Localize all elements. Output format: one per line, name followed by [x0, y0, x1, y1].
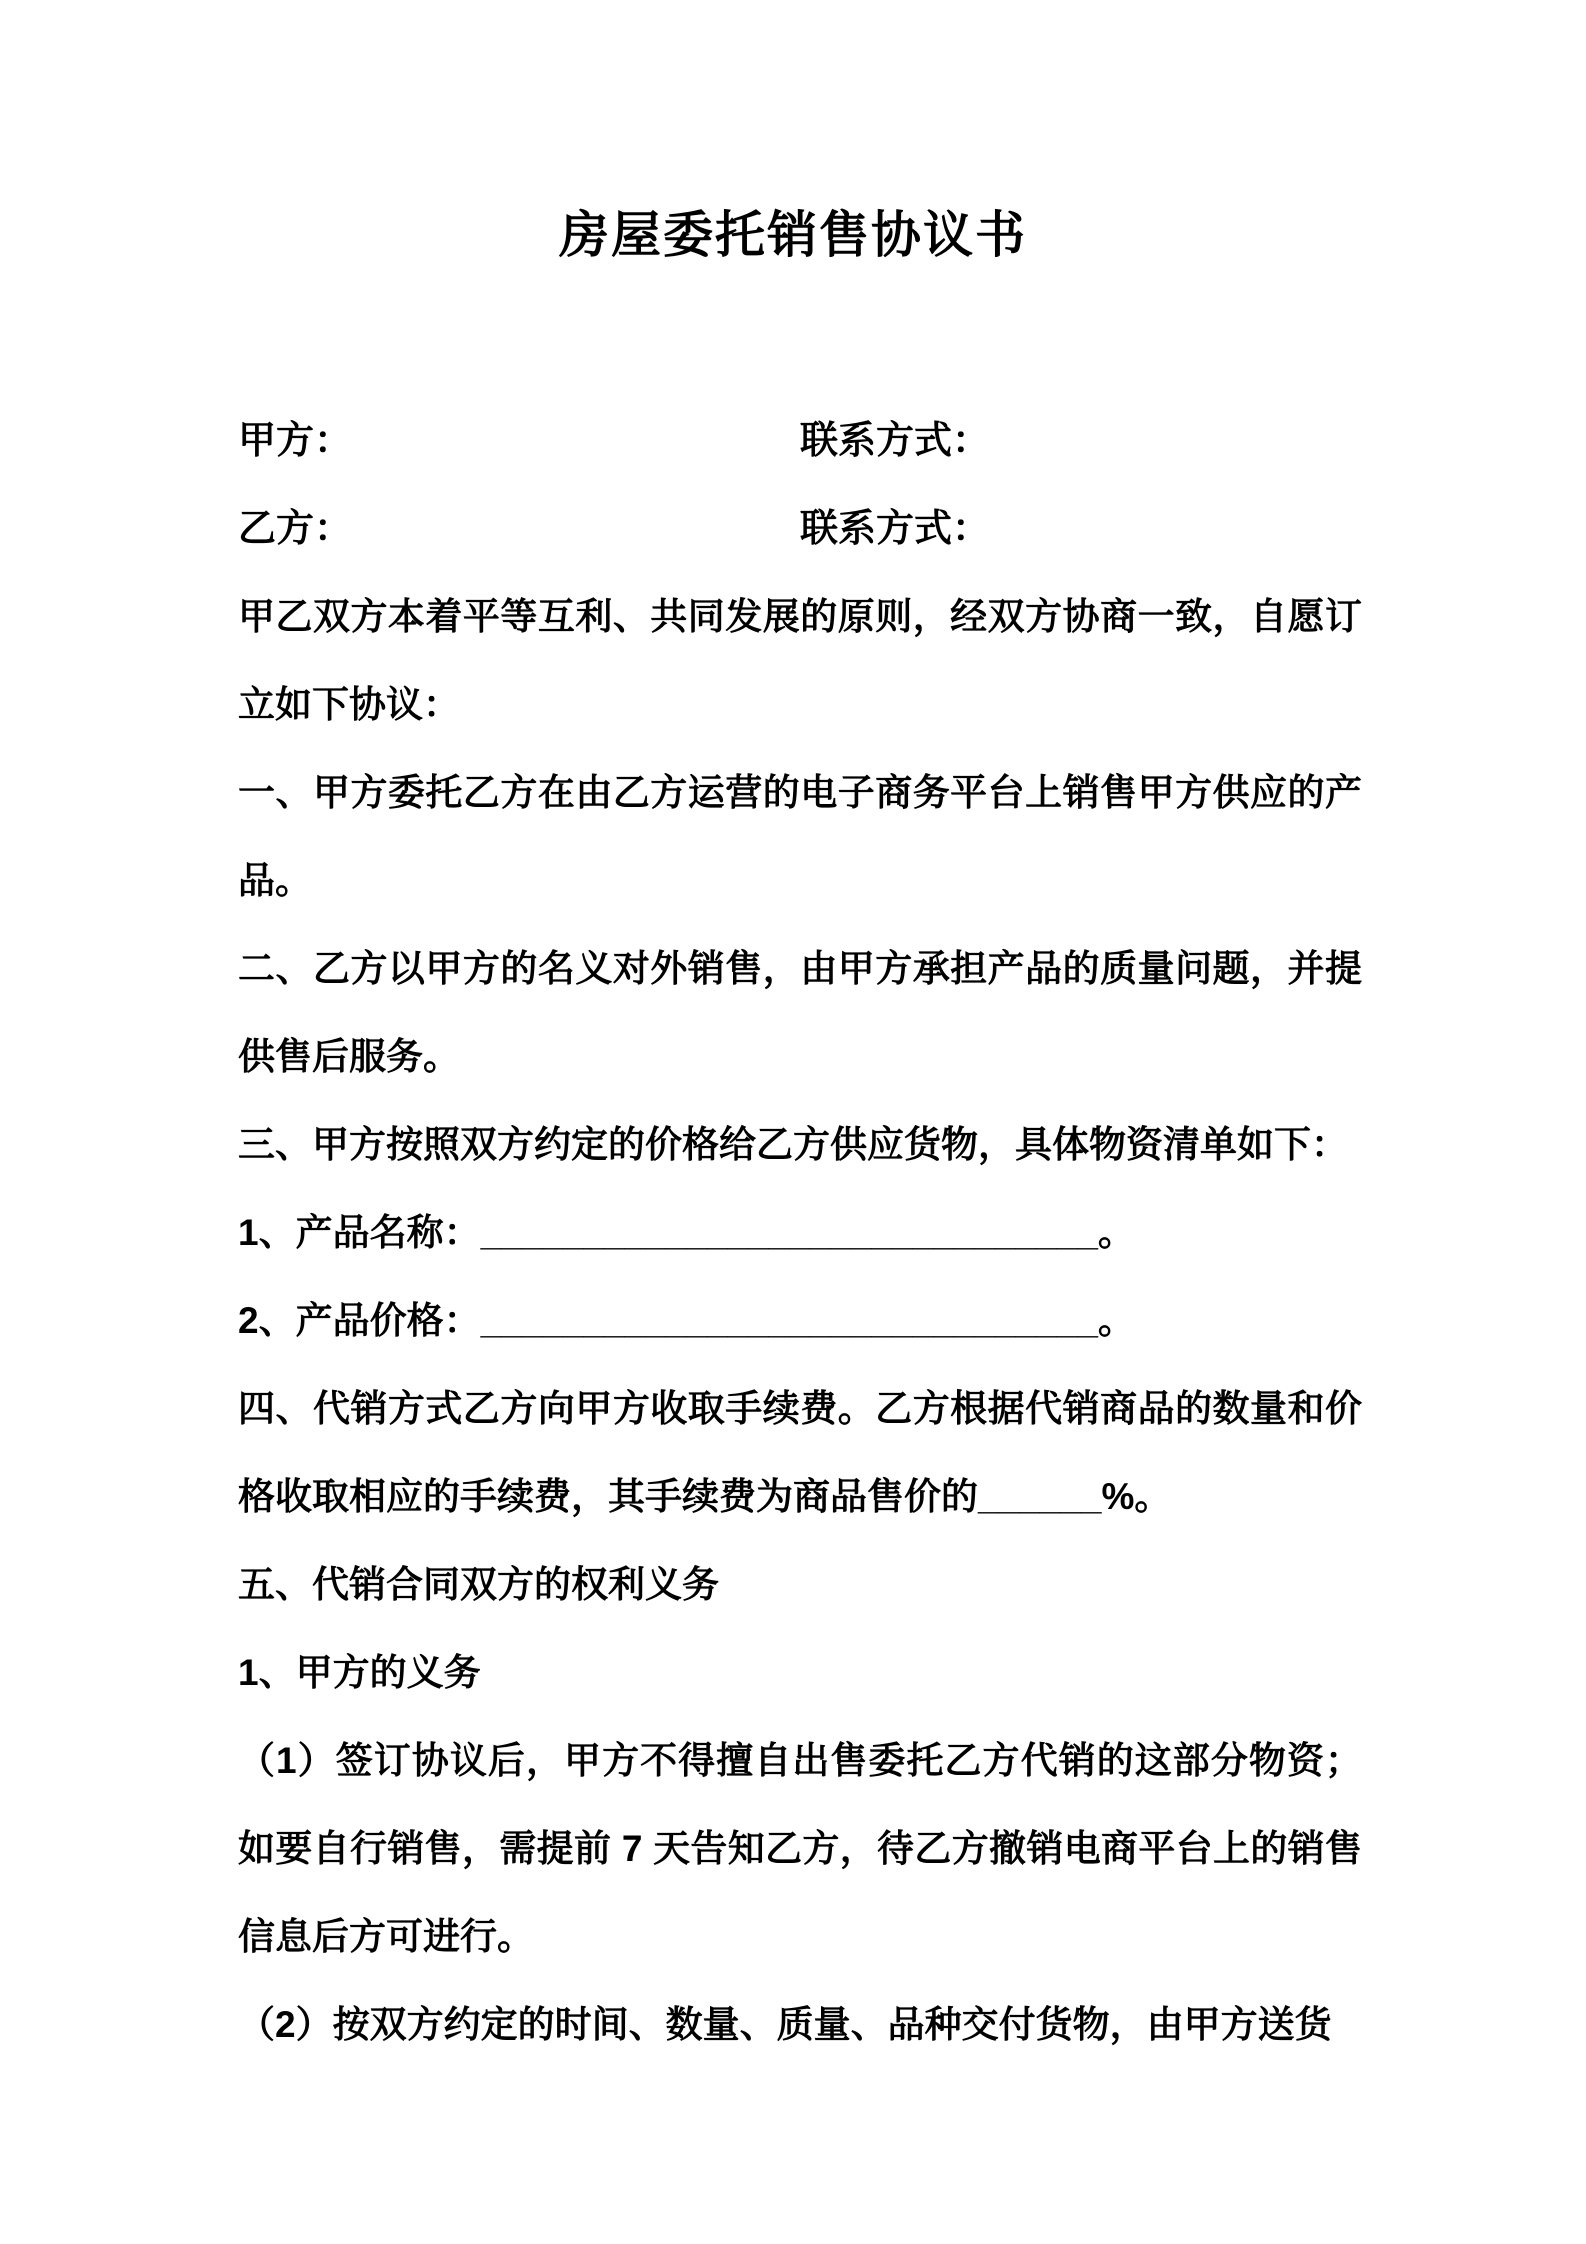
preamble: 甲乙双方本着平等互利、共同发展的原则，经双方协商一致，自愿订立如下协议： [238, 596, 1362, 725]
clause-3-supply-list: 三、甲方按照双方约定的价格给乙方供应货物，具体物资清单如下： [238, 1124, 1348, 1165]
party-b-label: 乙方： [238, 508, 353, 550]
item-product-price-blank: 2、产品价格：______________________________。 [238, 1300, 1135, 1341]
party-block [0, 397, 1362, 573]
document-title: 房屋委托销售协议书 [559, 207, 1027, 263]
contract-body [0, 573, 1362, 2069]
party-a-row [238, 397, 1362, 485]
obligation-2: （2）按双方约定的时间、数量、质量、品种交付货物，由甲方送货 [238, 2004, 1332, 2045]
party-b-row [238, 485, 1362, 573]
item-product-name-blank: 1、产品名称：______________________________。 [238, 1212, 1135, 1253]
party-a-label: 甲方： [238, 420, 353, 462]
clause-5-rights-obligations: 五、代销合同双方的权利义务 [238, 1564, 719, 1605]
party-b-contact-label: 联系方式： [800, 508, 991, 550]
clause-4-commission-fee: 四、代销方式乙方向甲方收取手续费。乙方根据代销商品的数量和价格收取相应的手续费，其手续费为商品售价的______%。 [238, 1388, 1362, 1517]
clause-2-sales-in-party-a-name: 二、乙方以甲方的名义对外销售，由甲方承担产品的质量问题，并提供售后服务。 [238, 948, 1362, 1077]
clause-1-commission: 一、甲方委托乙方在由乙方运营的电子商务平台上销售甲方供应的产品。 [238, 772, 1362, 901]
party-a-obligations-heading: 1、甲方的义务 [238, 1652, 481, 1693]
party-a-contact-label: 联系方式： [800, 420, 991, 462]
obligation-1: （1）签订协议后，甲方不得擅自出售委托乙方代销的这部分物资；如要自行销售，需提前 7 天告知乙方，待乙方撤销电商平台上的销售信息后方可进行。 [238, 1740, 1362, 1957]
